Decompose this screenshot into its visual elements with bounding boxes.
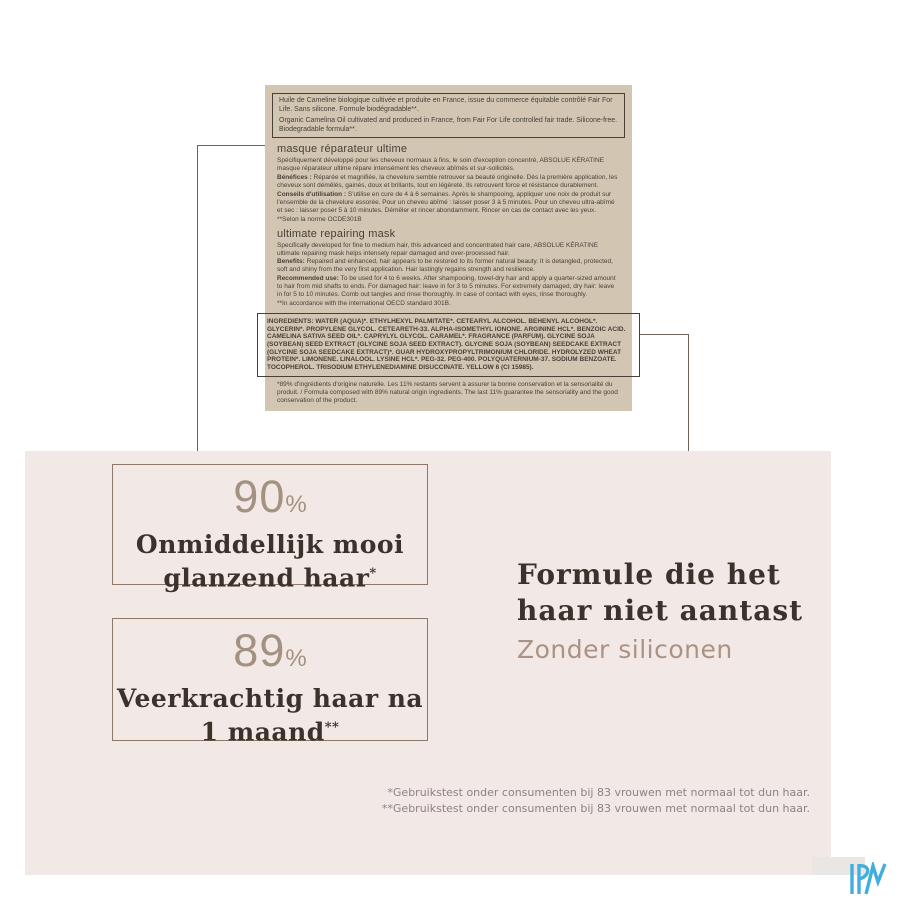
en-benefits	[277, 258, 620, 274]
en-usage-label: Recommended use:	[277, 275, 341, 283]
connector-right-horizontal	[640, 334, 688, 335]
footnote-2: **Gebruikstest onder consumenten bij 83 vrouwen met normaal tot dun haar.	[381, 801, 810, 815]
en-intro: Specifically developed for fine to medium hair, this advanced and concentrated hair care, ABSOLUE KÉRATINE ultimate repairing mask helps intensely repair damaged and over-processed hair.	[277, 241, 599, 257]
connector-left-horizontal	[197, 145, 265, 146]
en-norm-note: **In accordance with the international OECD standard 301B.	[277, 299, 451, 307]
formula-claim-title: Formule die het haar niet aantast	[517, 558, 804, 627]
natural-origin-note: *89% d'ingrédients d'origine naturelle. Les 11% restants servent à assurer la bonne conservation et la sensorialité du produit. / Formula composed with 89% natural origin ingredients. The last 11% guarantee the sensoriality and the good conservation of the product.	[277, 380, 618, 404]
stat-resilience-caption-text: Veerkrachtig haar na 1 maand	[116, 684, 424, 747]
stat-shine-caption	[113, 530, 427, 592]
stat-shine-number: 90	[233, 471, 286, 522]
stat-box-resilience	[112, 618, 428, 747]
connector-left-vertical	[197, 145, 198, 464]
fr-usage-text: S'utilise en cure de 4 à 6 semaines. Après le shampooing, appliquer une noix de produit sur l'ensemble de la chevelure essorée. Pour un cheveu abîmé : laisser poser 3 à 5 minutes. Pour un cheveu ultra-abîmé et sec : laisser poser 5 à 10 minutes. Démêler et rincer abondamment. Rincer en cas de contact avec les yeux.	[277, 191, 615, 214]
claims-panel	[25, 451, 831, 875]
formula-claim-subtitle: Zonder siliconen	[517, 635, 733, 664]
fr-section-heading: masque réparateur ultime	[277, 143, 408, 156]
stat-resilience-percent-sign: %	[285, 645, 307, 672]
origin-info-box	[272, 93, 625, 138]
fr-benefits-label: Bénéfices :	[277, 174, 314, 182]
en-benefits-label: Benefits:	[277, 258, 307, 266]
fr-benefits	[277, 174, 620, 190]
en-usage	[277, 275, 620, 299]
ipm-logo	[848, 862, 890, 896]
origin-text-en: Organic Camelina Oil cultivated and produced in France, from Fair For Life controlled fair trade. Silicone-free. Biodegradable formula**.	[279, 117, 618, 133]
fr-norm-note: **Selon la norme OCDE301B	[277, 215, 362, 223]
en-benefits-text: Repaired and enhanced, hair appears to be restored to its former natural beauty. It is detangled, protected, soft and shiny from the very first application. Hair lastingly regains strength and resilience.	[277, 258, 613, 274]
en-section-heading: ultimate repairing mask	[277, 227, 396, 240]
fr-benefits-text: Réparée et magnifiée, la chevelure semble retrouver sa beauté originelle. Dès la première application, les cheveux sont démêlés, gainés, doux et brillants, tout en légèreté. Ils retrouvent force et résistance durablement.	[277, 174, 618, 190]
stat-shine-percent-sign: %	[285, 491, 307, 518]
stat-resilience-number: 89	[233, 625, 286, 676]
fr-usage-label: Conseils d'utilisation :	[277, 191, 348, 198]
stat-shine-footnote-mark: *	[369, 566, 377, 581]
formula-claim	[517, 557, 829, 665]
stat-resilience-footnote-mark: **	[324, 720, 340, 735]
stat-box-shine	[112, 464, 428, 593]
en-usage-text: To be used for 4 to 6 weeks. After shampooing, towel-dry hair and apply a quarter-sized amount to hair from mid shafts to ends. For damaged hair: leave in for 3 to 5 minutes. For extremely damaged, dry hair: leave in for 5 to 10 minutes. Comb out tangles and rinse thoroughly. In case of contact with eyes, rinse thoroughly.	[277, 275, 616, 299]
stat-shine-value	[113, 473, 427, 529]
fr-intro: Spécifiquement développé pour les cheveux normaux à fins, le soin d'exception concentré, ABSOLUE KÉRATINE masque réparateur ultime répare intensément les cheveux abîmés et sur-sollicités.	[277, 157, 605, 173]
stat-shine-caption-text: Onmiddellijk mooi glanzend haar	[135, 530, 405, 593]
consumer-test-footnotes	[382, 785, 810, 816]
fr-usage	[277, 191, 620, 215]
stat-resilience-caption	[113, 684, 427, 746]
ingredients-box: INGREDIENTS: WATER (AQUA)*. ETHYLHEXYL PALMITATE*. CETEARYL ALCOHOL. BEHENYL ALCOHOL*. GLYCERIN*. PROPYLENE GLYCOL. CETEARETH-33. ALPHA-ISOMETHYL IONONE. ARGININE HCL*. BENZOIC ACID. CAMELINA SATIVA SEED OIL*. CAPRYLYL GLYCOL. CARAMEL*. FRAGRANCE (PARFUM). GLYCINE SOJA (SOYBEAN) SEED EXTRACT (GLYCINE SOJA SEED EXTRACT). GLYCINE SOJA (SOYBEAN) SEEDCAKE EXTRACT (GLYCINE SOJA SEEDCAKE EXTRACT)*. GUAR HYDROXYPROPYLTRIMONIUM CHLORIDE. HYDROLYZED WHEAT PROTEIN*. LIMONENE. LINALOOL. LYSINE HCL*. PEG-32. PEG-400. POLYQUATERNIUM-37. SODIUM BENZOATE. TOCOPHEROL. TRISODIUM ETHYLENEDIAMINE DISUCCINATE. YELLOW 6 (CI 15985).	[257, 313, 640, 377]
stat-resilience-value	[113, 627, 427, 683]
product-back-label	[265, 85, 632, 411]
footnote-1: *Gebruikstest onder consumenten bij 83 vrouwen met normaal tot dun haar.	[387, 786, 810, 799]
origin-text-fr: Huile de Cameline biologique cultivée et produite en France, issue du commerce équitable contrôlé Fair For Life. Sans silicone. Formule biodégradable**.	[279, 97, 613, 113]
